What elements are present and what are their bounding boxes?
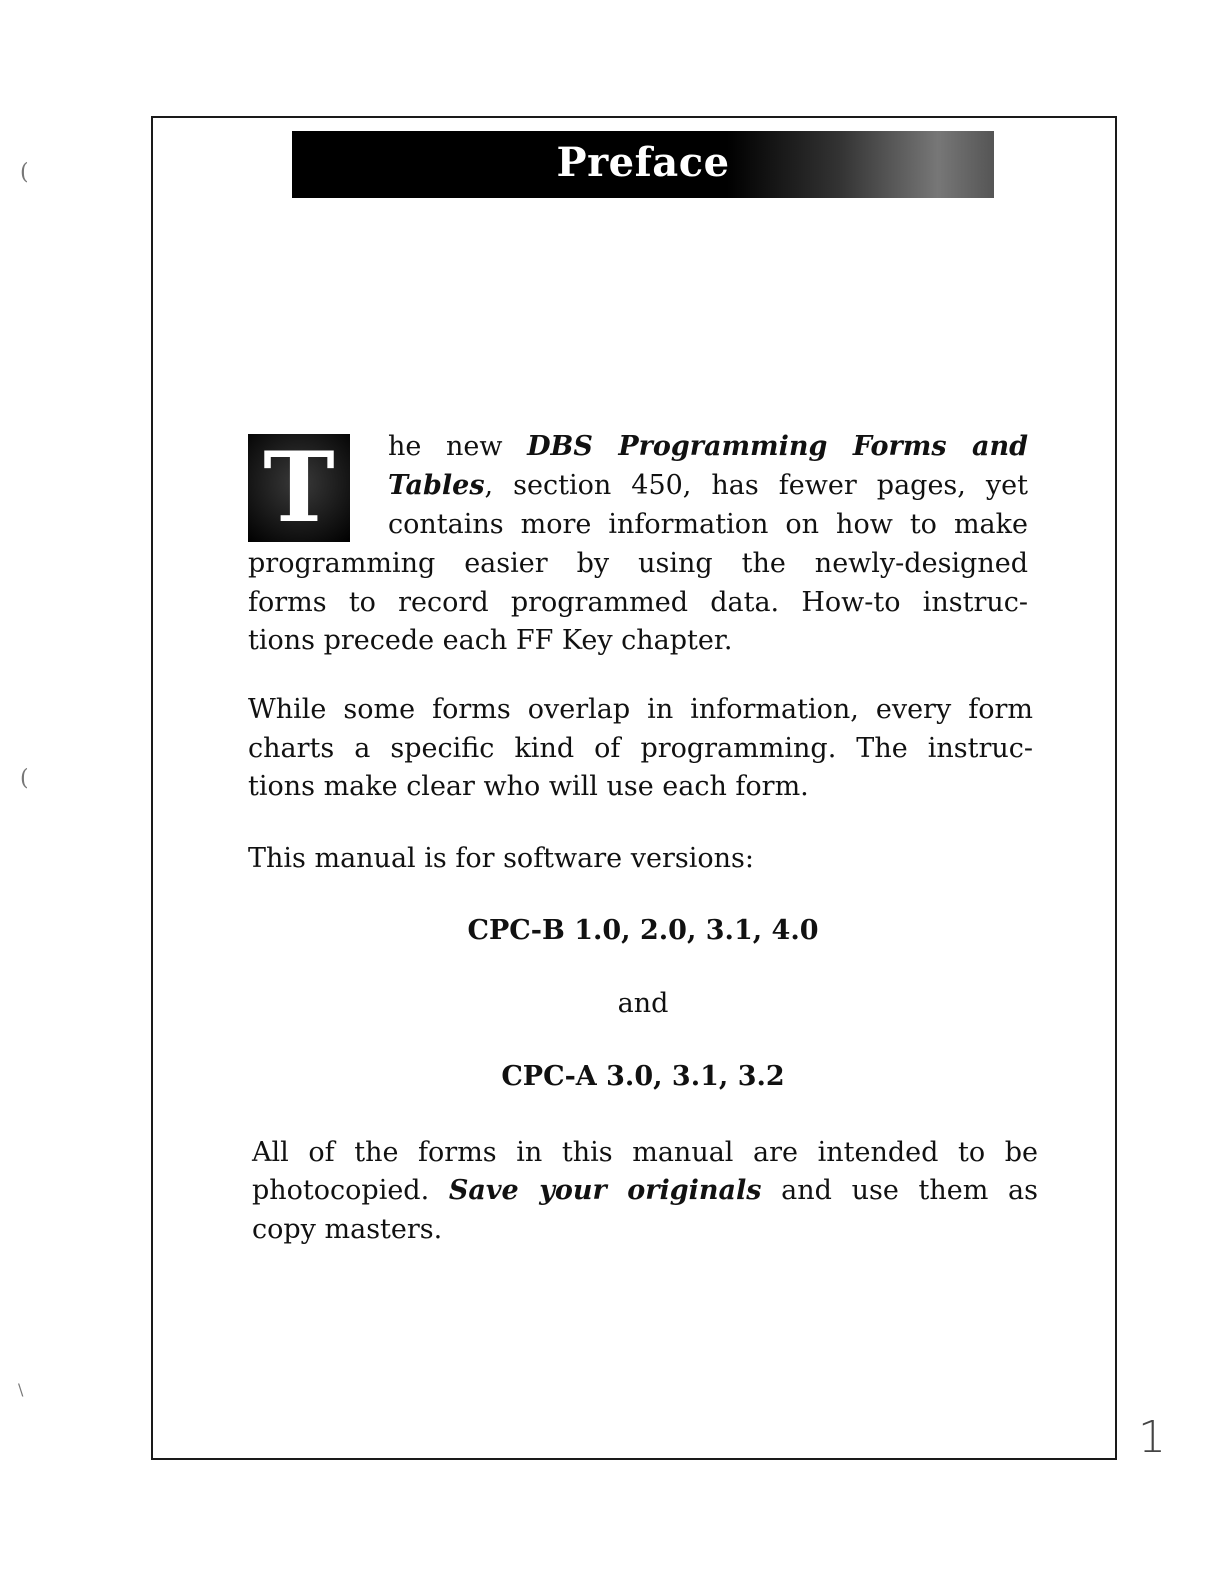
page-title: Preface [556,139,730,186]
version-conjunction: and [617,988,669,1019]
page-number: 1 [1138,1412,1166,1463]
para2-line-1: While some forms overlap in information, every form [248,694,1033,725]
title-banner [292,131,994,198]
margin-mark: ( [20,766,29,791]
intro-line-4: programming easier by using the newly-designed [248,548,1028,579]
margin-mark: \ [18,1380,24,1399]
para4-line-1: All of the forms in this manual are intended to be [252,1137,1038,1168]
para3-line-1: This manual is for software versions: [248,843,754,874]
intro-line-6: tions precede each FF Key chapter. [248,625,733,656]
drop-cap-letter: T [263,431,335,544]
intro-line-2-text: , section 450, has fewer pages, yet [484,470,1028,501]
para4-line-3: copy masters. [252,1214,443,1245]
save-originals-emphasis: Save your originals [448,1175,762,1206]
version-cpc-a: CPC-A 3.0, 3.1, 3.2 [501,1061,785,1092]
intro-line-5: forms to record programmed data. How-to instruc- [248,587,1028,618]
manual-title-emphasis: DBS Programming Forms and [527,431,1028,462]
para2-line-3: tions make clear who will use each form. [248,771,809,802]
margin-mark: ( [20,160,29,185]
intro-line-2 [388,467,1028,505]
intro-line-3: contains more information on how to make [388,509,1028,540]
para4-line-2-end: and use them as [761,1175,1038,1206]
para4-line-2 [252,1172,1038,1210]
intro-line-1-text: he new [388,431,528,462]
manual-title-emphasis-cont: Tables [388,470,485,501]
para2-line-2: charts a specific kind of programming. The instruc- [248,733,1033,764]
version-cpc-b: CPC-B 1.0, 2.0, 3.1, 4.0 [467,915,819,946]
para4-line-2-text: photocopied. [252,1175,449,1206]
drop-cap [248,431,350,544]
intro-line-1 [388,428,1028,466]
